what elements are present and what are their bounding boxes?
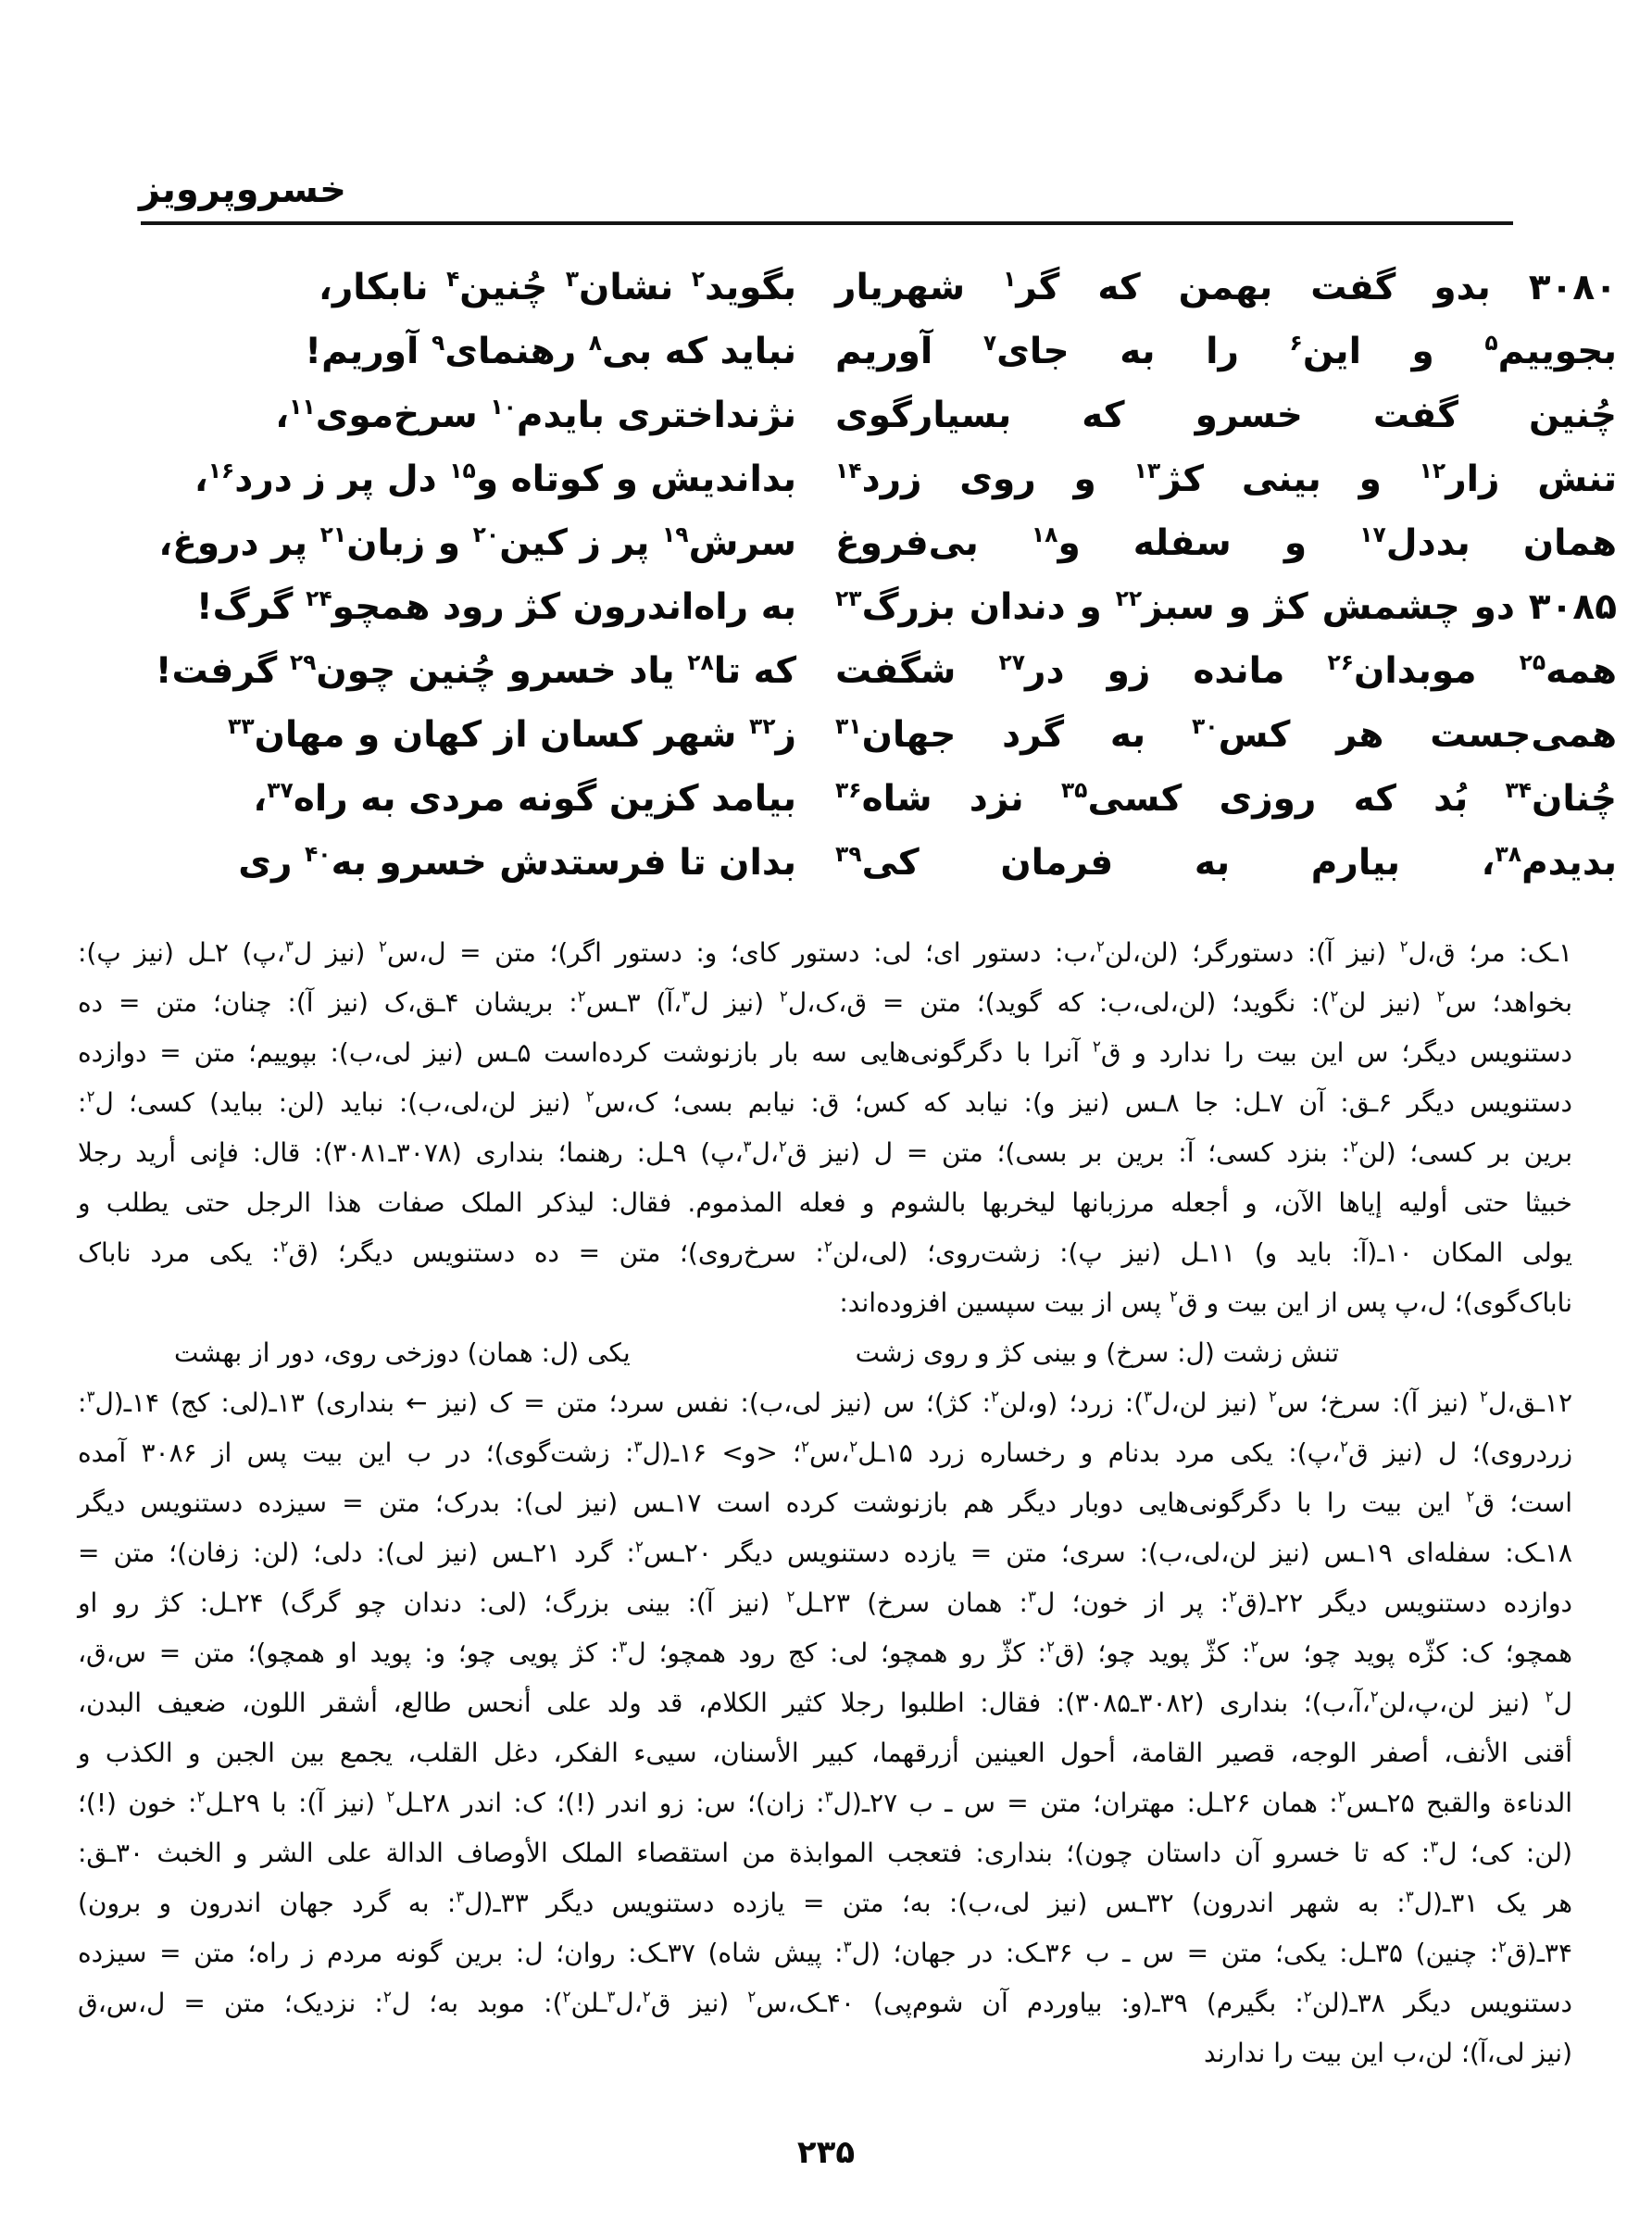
first-hemistich: چُنان$^{۳۴}$ بُد که روزی کسی$^{۳۵}$ نزد شاه$^{۳۶}$ [835, 777, 1618, 820]
inline-verse-second-hemistich: یکی (ل: همان) دوزخی روی، دور از بهشت [174, 1337, 631, 1368]
couplet-row [195, 575, 1617, 639]
apparatus-line: ۱۲ـق،ل$^۲$ (نیز آ): سرخ؛ س$^۲$ (نیز لن،ل$^۳$): زرد؛ (و،لن$^۲$: کژ)؛ س (نیز لی،ب): نفس سرد؛ متن = ک (نیز ← بنداری) ۱۳ـ(لی: کج) ۱۴ـ(ل$^۳$: [78, 1387, 1572, 1418]
first-hemistich: بدیدم$^{۳۸}$، بیارم به فرمان کی$^{۳۹}$ [835, 841, 1617, 884]
first-hemistich: همه$^{۲۵}$ موبدان$^{۲۶}$ مانده زو در$^{۲۷}$ شگفت [835, 649, 1617, 692]
verse-number: ۳۰۸۵ [1528, 586, 1617, 628]
couplet-row [158, 511, 1617, 575]
couplet-row [194, 447, 1617, 511]
second-hemistich: بدان تا فرستدش خسرو به$^{۴۰}$ ری [238, 841, 796, 884]
first-hemistich [835, 256, 1617, 320]
apparatus-line: زردروی)؛ ل (نیز ق$^۲$،پ): یکی مرد بدنام و رخساره زرد ۱۵ـل$^۲$،س$^۲$؛ <و> ۱۶ـ(ل$^۳$: زشت‌گوی)؛ در ب این بیت پس از ۳۰۸۶ آمده [78, 1437, 1572, 1468]
second-hemistich: نباید که بی$^۸$ رهنمای$^۹$ آوریم! [305, 330, 796, 372]
apparatus-line: بخواهد؛ س$^۲$ (نیز لن$^۲$): نگوید؛ (لن،لی،ب: که گوید)؛ متن = ق،ک،ل$^۲$ (نیز ل$^۳$،آ) ۳ـس$^۲$: بریشان ۴ـق،ک (نیز آ): چنان؛ متن = ده [78, 986, 1573, 1018]
apparatus-line: هر یک ۳۱ـ(ل$^۳$: به شهر اندرون) ۳۲ـس (نیز لی،ب): به؛ متن = یازده دستنویس دیگر ۳۳ـ(ل$^۳$: به گرد جهان اندرون و برون) [78, 1887, 1572, 1918]
couplet-row [275, 383, 1617, 447]
second-hemistich: ز$^{۳۲}$ شهر کسان از کهان و مهان$^{۳۳}$ [228, 713, 796, 756]
hemistich-text: دو چشمش کژ و سبز$^{۲۲}$ و دندان بزرگ$^{۲۳}$ [835, 585, 1515, 628]
apparatus-line: خبیثا حتی أولیه إیاها الآن، و أجعله مرزبانها لیخربها بالشوم و فعله المذموم. فقال: لیذکر الملک صفات هذا الرجل حتی یطلب و [78, 1187, 1572, 1218]
running-header-title: خسروپرویز [139, 169, 346, 211]
critical-apparatus [78, 928, 1572, 2078]
apparatus-line: یولی المکان ۱۰ـ(آ: باید و) ۱۱ـل (نیز پ): زشت‌روی؛ (لی،لن$^۲$: سرخ‌روی)؛ متن = ده دستنویس دیگر؛ (ق$^۲$: یکی مرد ناباک [78, 1236, 1573, 1268]
header-rule [141, 221, 1513, 225]
hemistich-text: بدو گفت بهمن که گر$^۱$ شهریار [835, 266, 1491, 308]
apparatus-line: ناباک‌گوی)؛ ل،پ پس از این بیت و ق$^۲$ پس از بیت سپسین افزوده‌اند: [839, 1286, 1572, 1318]
apparatus-line: برین بر کسی؛ (لن$^۲$: بنزد کسی؛ آ: برین بر بسی)؛ متن = ل (نیز ق$^۲$،ل$^۳$،پ) ۹ـل: رهنما؛ بنداری (۳۰۷۸ـ۳۰۸۱): قال: فإنی أرید رجلا [78, 1136, 1572, 1168]
apparatus-line: دستنویس دیگر؛ س این بیت را ندارد و ق$^۲$ آنرا با دگرگونی‌هایی سه بار بازنوشت کرده‌است ۵ـس (نیز لی،ب): بپوییم؛ متن = دوازده [78, 1036, 1573, 1068]
apparatus-line: الدناءة والقبح ۲۵ـس$^۲$: همان ۲۶ـل: مهتران؛ متن = س ـ ب ۲۷ـ(ل$^۳$: زان)؛ س: زو اندر (!)؛ ک: اندر ۲۸ـل$^۲$ (نیز آ): با ۲۹ـل$^۲$: خون (!)؛ [78, 1787, 1573, 1818]
verse-number: ۳۰۸۰ [1528, 267, 1617, 308]
apparatus-line: ۱ـک: مر؛ ق،ل$^۲$ (نیز آ): دستورگر؛ (لن،لن$^۲$،ب: دستور ای؛ لی: دستور کای؛ و: دستور اگر)؛ متن = ل،س$^۲$ (نیز ل$^۳$،پ) ۲ـل (نیز پ): [78, 936, 1572, 968]
first-hemistich: بجوییم$^۵$ و این$^۶$ را به جای$^۷$ آوریم [835, 330, 1617, 372]
first-hemistich: تنش زار$^{۱۲}$ و بینی کژ$^{۱۳}$ و روی زرد$^{۱۴}$ [835, 458, 1617, 500]
apparatus-line: است؛ ق$^۲$ این بیت را با دگرگونی‌هایی دوبار دیگر هم بازنوشت کرده است ۱۷ـس (نیز لی): بدرک؛ متن = سیزده دستنویس دیگر [78, 1487, 1572, 1518]
second-hemistich: سرش$^{۱۹}$ پر ز کین$^{۲۰}$ و زبان$^{۲۱}$ پر دروغ، [158, 521, 796, 564]
apparatus-line: دستنویس دیگر ۳۸ـ(لن$^۲$: بگیرم) ۳۹ـ(و: بیاوردم آن شوم‌پی) ۴۰ـک،س$^۲$ (نیز ق$^۲$،ل$^۳$ـلن$^۲$): موبد به؛ ل$^۲$: نزدیک؛ متن = ل،س،ق [78, 1987, 1572, 2018]
apparatus-line: دستنویس دیگر ۶ـق: آن ۷ـل: جا ۸ـس (نیز و): نیابد که کس؛ ق: نیابم بسی؛ ک،س$^۲$ (نیز لن،لی،ب): نباید (لن: بباید) کسی؛ ل$^۲$: [78, 1086, 1573, 1118]
first-hemistich: چُنین گفت خسرو که بسیارگوی [835, 395, 1617, 436]
apparatus-line: (لن: کی؛ ل$^۳$: که تا خسرو آن داستان چون)؛ بنداری: فتعجب الموابذة من استقصاء الملک الأوصاف الدالة علی الشر و الخبث ۳۰ـق: [78, 1837, 1572, 1868]
first-hemistich: همی‌جست هر کس$^{۳۰}$ به گرد جهان$^{۳۱}$ [835, 713, 1617, 756]
apparatus-line: ۱۸ـک: سفله‌ای ۱۹ـس (نیز لن،لی،ب): سری؛ متن = یازده دستنویس دیگر ۲۰ـس$^۲$: گرد ۲۱ـس (نیز لی): دلی؛ (لن: زفان)؛ متن = [78, 1537, 1573, 1568]
second-hemistich: به راه‌اندرون کژ رود همچو$^{۲۴}$ گرگ! [195, 585, 796, 628]
couplet-row [228, 703, 1617, 767]
couplet-row [305, 320, 1617, 383]
apparatus-line: ل$^۲$ (نیز لن،پ،لن$^۲$،آ،ب)؛ بنداری (۳۰۸۲ـ۳۰۸۵): فقال: اطلبوا رجلا کثیر الکلام، قد ولد علی أنحس طالع، أشقر اللون، ضعیف البدن، [78, 1687, 1572, 1718]
apparatus-inline-verse [78, 1328, 1572, 1378]
inline-verse-first-hemistich: تنش زشت (ل: سرخ) و بینی کژ و روی زشت [855, 1337, 1339, 1368]
second-hemistich: بداندیش و کوتاه و$^{۱۵}$ دل پر ز درد$^{۱۶}$، [194, 458, 796, 500]
apparatus-line: ۳۴ـ(ق$^۲$: چنین) ۳۵ـل: یکی؛ متن = س ـ ب ۳۶ـک: در جهان؛ (ل$^۳$: پیش شاه) ۳۷ـک: روان؛ ل: برین گونه مردم ز راه؛ متن = سیزده [78, 1937, 1572, 1968]
apparatus-line: دوازده دستنویس دیگر ۲۲ـ(ق$^۲$: پر از خون؛ ل$^۳$: همان سرخ) ۲۳ـل$^۲$ (نیز آ): بینی بزرگ؛ (لی: دندان چو گرگ) ۲۴ـل: کژ رو او [78, 1587, 1572, 1618]
second-hemistich: نژنداختری بایدم$^{۱۰}$ سرخ‌موی$^{۱۱}$، [275, 394, 796, 436]
apparatus-line: أقنی الأنف، أصفر الوجه، قصیر القامة، أحول العینین أزرقهما، کبیر الأسنان، سییء الفکر، دغل القلب، یجمع بین الجبن و الکذب و [78, 1738, 1572, 1768]
second-hemistich: که تا$^{۲۸}$ یاد خسرو چُنین چون$^{۲۹}$ گرفت! [155, 649, 796, 692]
couplet-row [155, 639, 1617, 703]
poem-block [155, 256, 1618, 895]
first-hemistich: همان بددل$^{۱۷}$ و سفله و$^{۱۸}$ بی‌فروغ [835, 521, 1617, 564]
apparatus-line: (نیز لی،آ)؛ لن،ب این بیت را ندارند [1204, 2038, 1572, 2068]
second-hemistich: بیامد کزین گونه مردی به راه$^{۳۷}$، [253, 777, 796, 820]
couplet-row [319, 256, 1617, 320]
couplet-row [238, 831, 1617, 895]
second-hemistich: بگوید$^۲$ نشان$^۳$ چُنین$^۴$ نابکار، [319, 266, 796, 308]
page-number: ۲۳۵ [796, 2134, 856, 2171]
couplet-row [253, 767, 1618, 831]
apparatus-line: همچو؛ ک: کژّه پوید چو؛ س$^۲$: کژّ پوید چو؛ (ق$^۲$: کژّ رو همچو؛ لی: کج رود همچو؛ ل$^۳$: کژ پویی چو؛ و: پوید او همچو)؛ متن = س،ق، [78, 1637, 1572, 1668]
first-hemistich [835, 575, 1617, 639]
